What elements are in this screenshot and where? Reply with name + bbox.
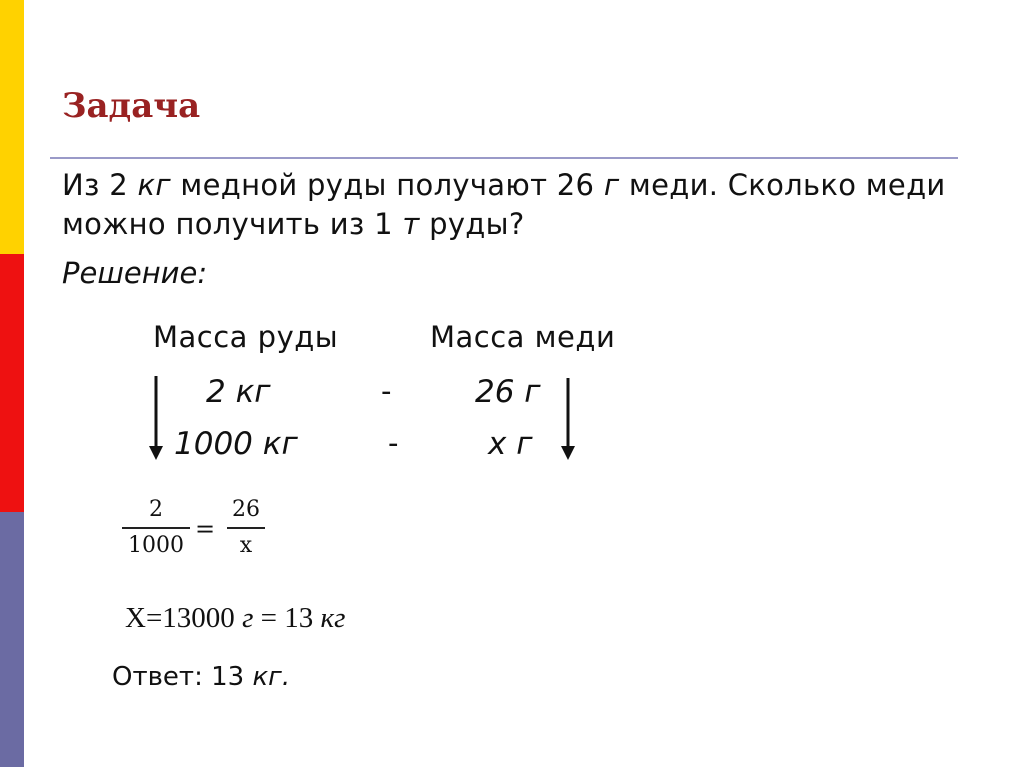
row2-dash: - [388, 426, 399, 460]
side-color-bar [0, 0, 24, 767]
solution-label: Решение: [62, 256, 208, 290]
result-unit-g: г [242, 602, 254, 634]
unit-t: т [402, 207, 420, 241]
side-bar-purple-segment [0, 512, 24, 767]
answer-label: Ответ: 13 [112, 662, 253, 692]
fraction-left-numerator: 2 [149, 497, 163, 522]
equals-sign: = [195, 515, 216, 543]
slide-title: Задача [62, 86, 201, 126]
problem-text-2: медной руды получают 26 [170, 168, 604, 202]
problem-text-4: руды? [419, 207, 525, 241]
fraction-left-denominator: 1000 [128, 532, 184, 558]
side-bar-yellow-segment [0, 0, 24, 254]
fraction-right-numerator: 26 [232, 497, 260, 522]
result-unit-kg: кг [320, 602, 346, 634]
result-lhs: X=13000 [125, 602, 243, 634]
answer-unit: кг. [252, 662, 291, 692]
row1-copper-value: 26 г [475, 374, 541, 410]
unit-kg: кг [137, 168, 171, 202]
row1-dash: - [381, 374, 392, 408]
row1-ore-value: 2 кг [206, 374, 271, 410]
answer-line [112, 662, 290, 692]
copper-down-arrow-icon [558, 376, 578, 462]
fraction-left-bar [122, 527, 190, 529]
row2-copper-value: х г [488, 426, 533, 462]
result-equation [125, 602, 345, 635]
fraction-right [227, 496, 265, 560]
result-mid: = 13 [253, 602, 321, 634]
problem-text-1: Из 2 [62, 168, 138, 202]
side-bar-red-segment [0, 254, 24, 512]
fraction-right-bar [227, 527, 265, 529]
unit-g: г [603, 168, 620, 202]
fraction-left [122, 496, 190, 560]
fraction-right-denominator: x [239, 532, 253, 558]
row2-ore-value: 1000 кг [174, 426, 298, 462]
ore-mass-header: Масса руды [153, 320, 339, 354]
copper-mass-header: Масса меди [430, 320, 616, 354]
problem-statement [62, 166, 1002, 244]
title-divider [50, 157, 958, 159]
ore-down-arrow-icon [146, 374, 166, 462]
problem-text-3: меди. Сколько меди можно получить из 1 [62, 168, 946, 241]
